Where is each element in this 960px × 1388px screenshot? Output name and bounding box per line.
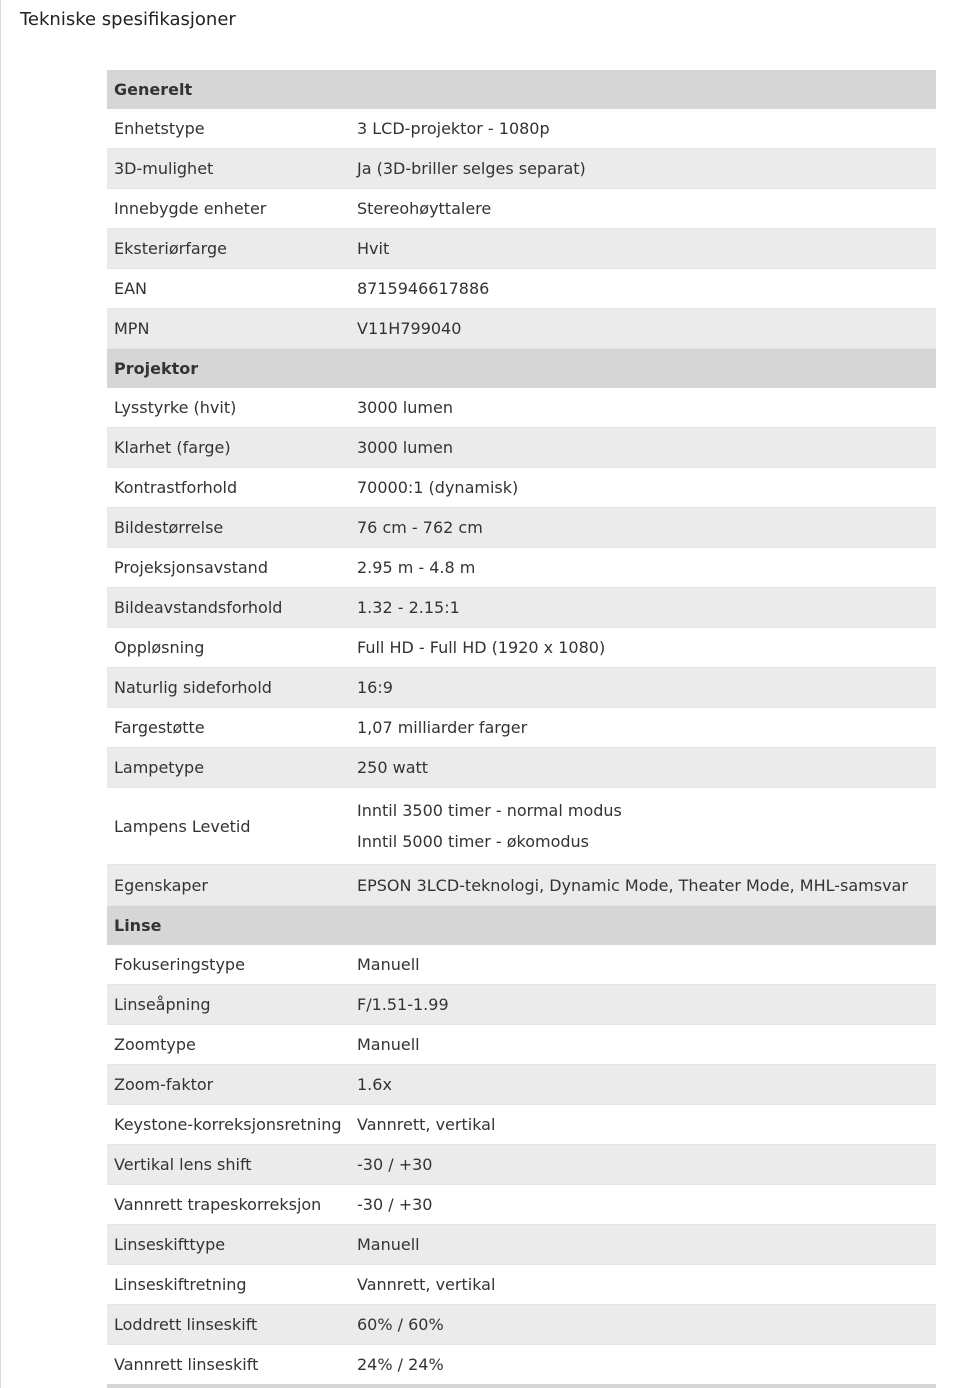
spec-value-line: 16:9: [357, 678, 393, 697]
spec-label: EAN: [114, 279, 148, 298]
spec-value: [357, 672, 936, 703]
spec-value: [357, 193, 936, 224]
spec-value-line: 1,07 milliarder farger: [357, 718, 528, 737]
spec-label: MPN: [114, 319, 150, 338]
spec-value: [357, 113, 936, 144]
spec-row: [107, 1265, 936, 1305]
spec-row: [107, 468, 936, 508]
spec-value-line: 250 watt: [357, 758, 429, 777]
spec-row: [107, 668, 936, 708]
page-title: Tekniske spesifikasjoner: [20, 9, 236, 30]
spec-value-line: 2.95 m - 4.8 m: [357, 558, 476, 577]
spec-value: [357, 1229, 936, 1260]
spec-value-line: Inntil 3500 timer - normal modus: [357, 801, 622, 820]
spec-label: Klarhet (farge): [114, 438, 231, 457]
spec-row: [107, 1145, 936, 1185]
spec-value-line: 3 LCD-projektor - 1080p: [357, 119, 550, 138]
spec-value-line: Vannrett, vertikal: [357, 1115, 496, 1134]
spec-value-line: 3000 lumen: [357, 398, 453, 417]
section-title: Projektor: [114, 358, 199, 378]
spec-value-line: F/1.51-1.99: [357, 995, 449, 1014]
spec-value: [357, 752, 936, 783]
spec-value: [357, 472, 936, 503]
spec-label: Egenskaper: [114, 875, 208, 895]
spec-value-line: Manuell: [357, 1235, 420, 1254]
spec-value: [357, 1149, 936, 1180]
next-section-header: [107, 1384, 936, 1388]
spec-row: [107, 708, 936, 748]
spec-row: [107, 748, 936, 788]
spec-label: Zoomtype: [114, 1035, 196, 1054]
spec-label: Lysstyrke (hvit): [114, 398, 237, 417]
spec-value: [357, 592, 936, 623]
spec-value: [357, 795, 936, 857]
spec-value: [357, 512, 936, 543]
spec-value-line: EPSON 3LCD-teknologi, Dynamic Mode, Theater Mode, MHL-samsvar: [357, 875, 908, 895]
spec-row: [107, 229, 936, 269]
spec-value-line: -30 / +30: [357, 1155, 433, 1174]
spec-label: Innebygde enheter: [114, 199, 267, 218]
spec-value-line: Hvit: [357, 239, 390, 258]
spec-row: [107, 1225, 936, 1265]
spec-label: Enhetstype: [114, 119, 205, 138]
spec-label: Vannrett trapeskorreksjon: [114, 1195, 322, 1214]
spec-value: [357, 1349, 936, 1380]
spec-value: [357, 392, 936, 423]
spec-value-line: Full HD - Full HD (1920 x 1080): [357, 638, 606, 657]
spec-value: [357, 432, 936, 463]
spec-value-line: Vannrett, vertikal: [357, 1275, 496, 1294]
spec-row: [107, 1345, 936, 1385]
spec-label: Eksteriørfarge: [114, 239, 227, 258]
spec-value-line: 24% / 24%: [357, 1355, 444, 1374]
spec-label: 3D-mulighet: [114, 159, 214, 178]
section-title: Linse: [114, 915, 162, 935]
spec-row: [107, 548, 936, 588]
spec-row: [107, 1185, 936, 1225]
spec-label: Projeksjonsavstand: [114, 558, 268, 577]
spec-label: Bildestørrelse: [114, 518, 224, 537]
spec-label: Vertikal lens shift: [114, 1155, 252, 1174]
spec-value-line: 3000 lumen: [357, 438, 453, 457]
spec-label: Lampens Levetid: [114, 816, 251, 836]
spec-value: [357, 552, 936, 583]
spec-row: [107, 309, 936, 349]
spec-label: Vannrett linseskift: [114, 1355, 259, 1374]
spec-row: [107, 1065, 936, 1105]
spec-label: Keystone-korreksjonsretning: [114, 1115, 342, 1134]
spec-label: Linseskiftretning: [114, 1275, 247, 1294]
spec-label: Zoom-faktor: [114, 1075, 214, 1094]
spec-row: [107, 788, 936, 865]
spec-value: [357, 1309, 936, 1340]
spec-value-line: Ja (3D-briller selges separat): [357, 159, 586, 178]
spec-row: [107, 1105, 936, 1145]
spec-label: Linseåpning: [114, 995, 211, 1014]
spec-label: Kontrastforhold: [114, 478, 238, 497]
spec-value-line: 60% / 60%: [357, 1315, 444, 1334]
spec-value: [357, 870, 936, 901]
spec-value-line: V11H799040: [357, 319, 462, 338]
spec-row: [107, 628, 936, 668]
spec-row: [107, 508, 936, 548]
spec-row: [107, 428, 936, 468]
spec-label: Oppløsning: [114, 638, 205, 657]
section-header: [107, 70, 936, 109]
spec-label: Fargestøtte: [114, 718, 205, 737]
spec-row: [107, 865, 936, 906]
spec-value-line: Manuell: [357, 1035, 420, 1054]
spec-row: [107, 1025, 936, 1065]
spec-row: [107, 388, 936, 428]
spec-row: [107, 189, 936, 229]
spec-value: [357, 153, 936, 184]
spec-value: [357, 1109, 936, 1140]
spec-value-line: 1.6x: [357, 1075, 392, 1094]
section-header: [107, 906, 936, 945]
spec-row: [107, 149, 936, 189]
spec-value-line: 76 cm - 762 cm: [357, 518, 483, 537]
spec-row: [107, 1305, 936, 1345]
spec-value-line: -30 / +30: [357, 1195, 433, 1214]
spec-value-line: 1.32 - 2.15:1: [357, 598, 460, 617]
spec-row: [107, 945, 936, 985]
spec-value: [357, 949, 936, 980]
spec-value: [357, 632, 936, 663]
spec-row: [107, 588, 936, 628]
spec-value: [357, 233, 936, 264]
spec-label: Bildeavstandsforhold: [114, 598, 283, 617]
spec-value-line: Manuell: [357, 955, 420, 974]
spec-value: [357, 313, 936, 344]
spec-value: [357, 989, 936, 1020]
spec-label: Loddrett linseskift: [114, 1315, 258, 1334]
spec-value: [357, 1189, 936, 1220]
spec-value-line: Inntil 5000 timer - økomodus: [357, 832, 590, 851]
spec-label: Linseskifttype: [114, 1235, 226, 1254]
spec-value: [357, 1069, 936, 1100]
spec-row: [107, 109, 936, 149]
spec-row: [107, 269, 936, 309]
spec-value: [357, 1269, 936, 1300]
spec-table: [107, 70, 936, 1385]
spec-value-line: Stereohøyttalere: [357, 199, 492, 218]
spec-value: [357, 1029, 936, 1060]
spec-value-line: 70000:1 (dynamisk): [357, 478, 519, 497]
spec-value-line: 8715946617886: [357, 279, 490, 298]
section-header: [107, 349, 936, 388]
spec-label: Lampetype: [114, 758, 205, 777]
section-title: Generelt: [114, 79, 193, 99]
spec-label: Naturlig sideforhold: [114, 678, 272, 697]
spec-value: [357, 712, 936, 743]
spec-value: [357, 273, 936, 304]
spec-label: Fokuseringstype: [114, 955, 245, 974]
spec-row: [107, 985, 936, 1025]
